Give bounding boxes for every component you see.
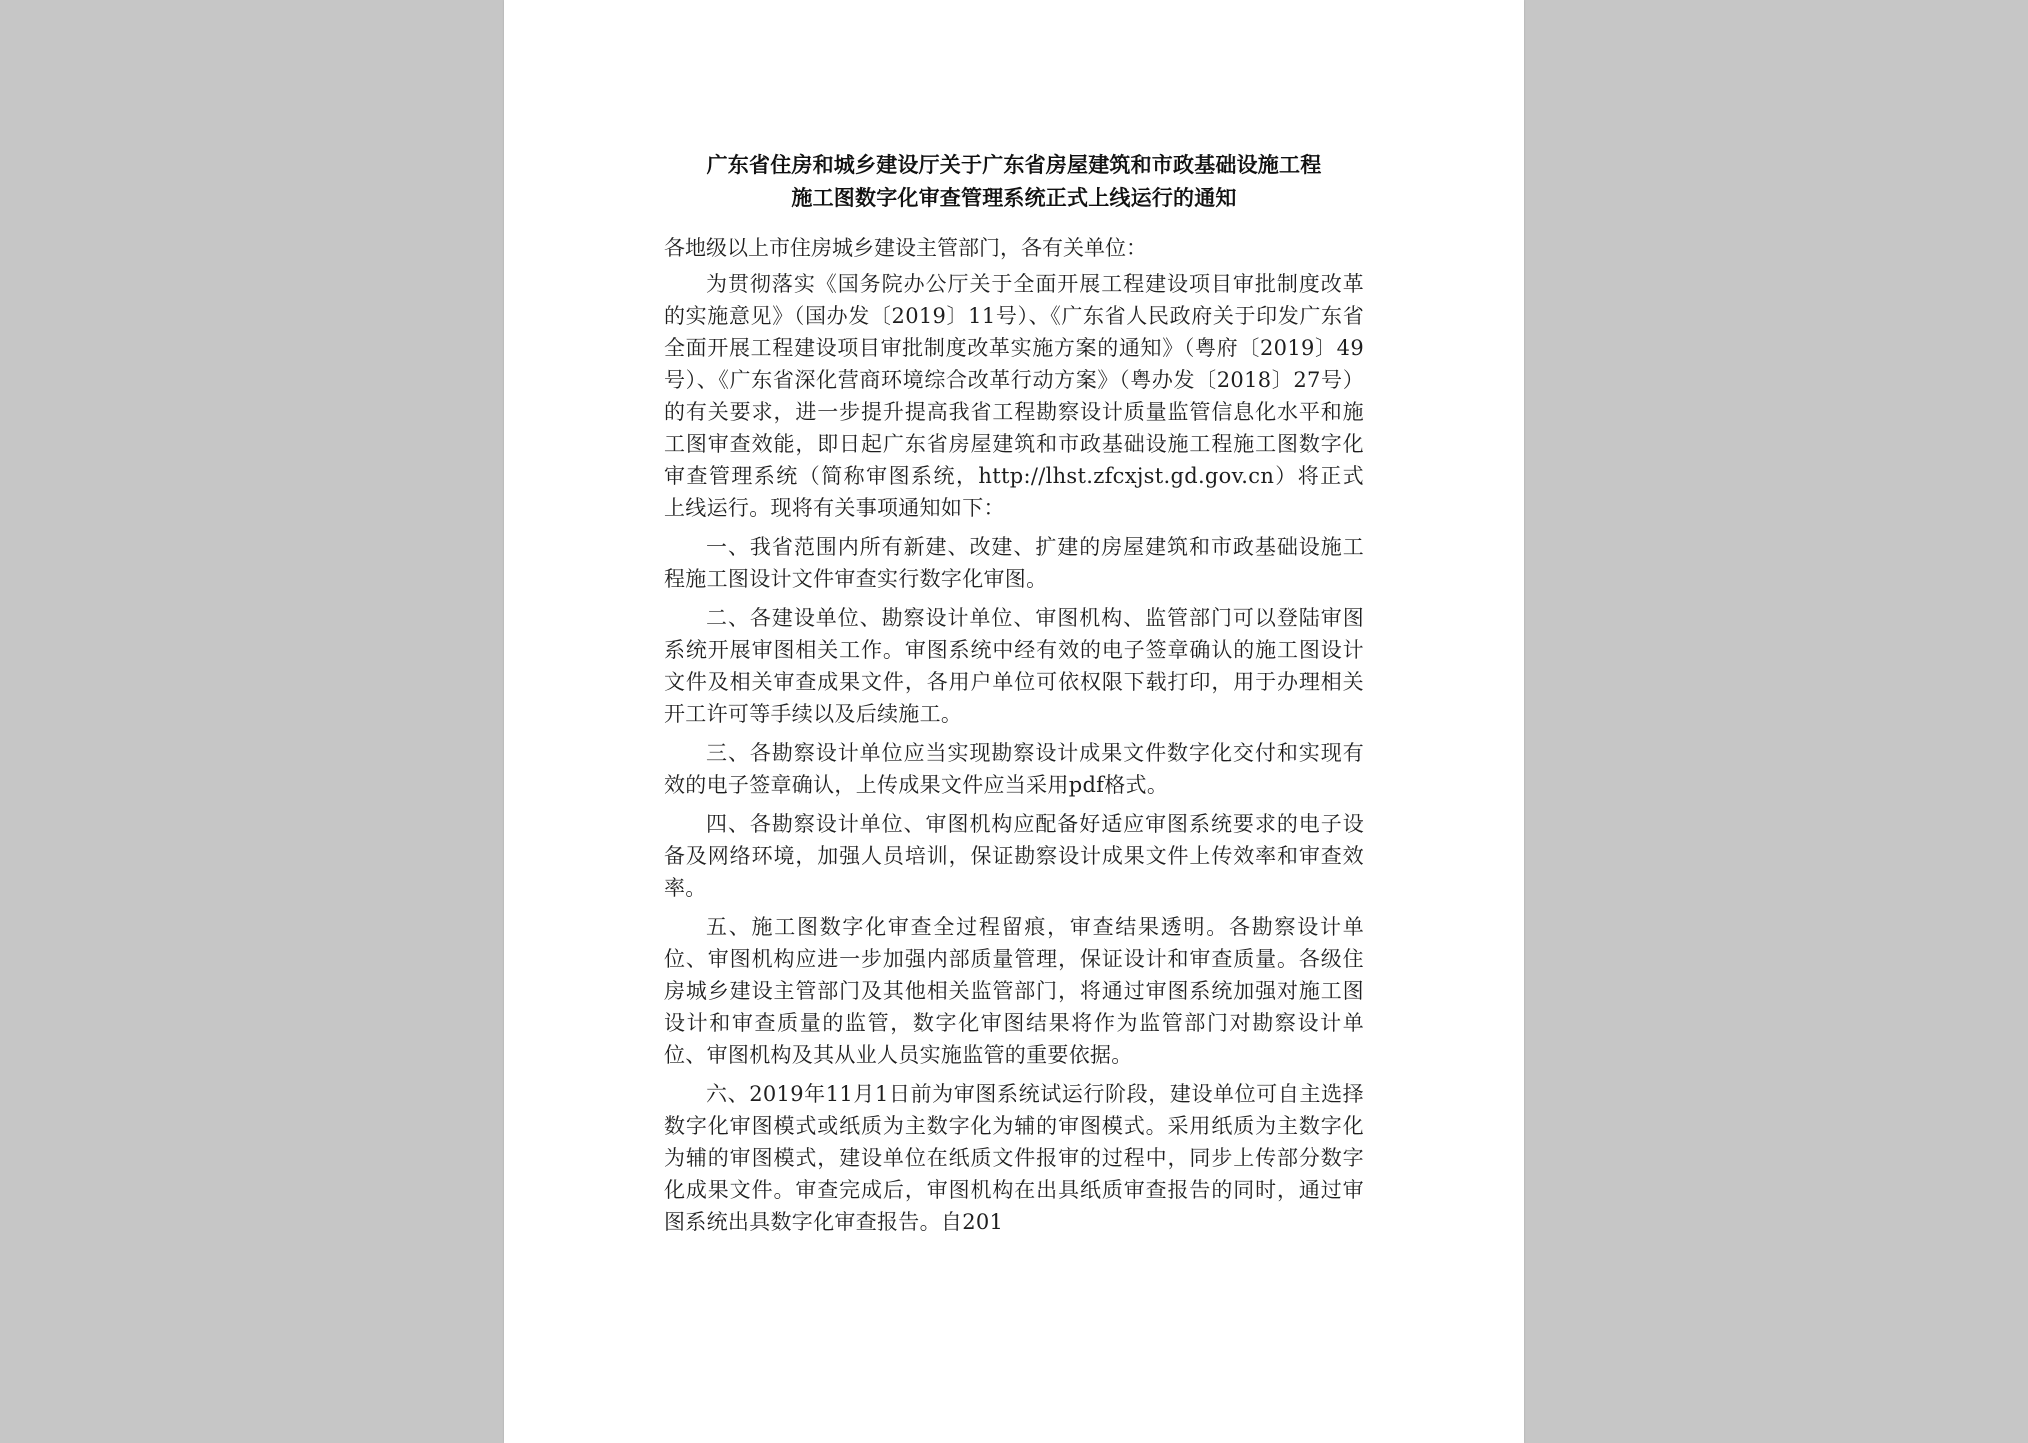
paragraph-intro: 为贯彻落实《国务院办公厅关于全面开展工程建设项目审批制度改革的实施意见》（国办发〔2019〕11号）、《广东省人民政府关于印发广东省全面开展工程建设项目审批制度改革实施方案的通知》（粤府〔2019〕49号）、《广东省深化营商环境综合改革行动方案》（粤办发〔2018〕27号）的有关要求，进一步提升提高我省工程勘察设计质量监管信息化水平和施工图审查效能，即日起广东省房屋建筑和市政基础设施工程施工图数字化审查管理系统（简称审图系统，http://lhst.zfcxjst.gd.gov.cn）将正式上线运行。现将有关事项通知如下：	[664, 272, 1364, 520]
paragraph-6: 六、2019年11月1日前为审图系统试运行阶段，建设单位可自主选择数字化审图模式或纸质为主数字化为辅的审图模式。采用纸质为主数字化为辅的审图模式，建设单位在纸质文件报审的过程中，同步上传部分数字化成果文件。审查完成后，审图机构在出具纸质审查报告的同时，通过审图系统出具数字化审查报告。自201	[664, 1082, 1364, 1234]
document-title-line-2: 施工图数字化审查管理系统正式上线运行的通知	[791, 185, 1237, 210]
document-content	[664, 148, 1364, 1238]
salutation: 各地级以上市住房城乡建设主管部门，各有关单位：	[664, 236, 1147, 260]
paragraph-3: 三、各勘察设计单位应当实现勘察设计成果文件数字化交付和实现有效的电子签章确认，上传成果文件应当采用pdf格式。	[664, 741, 1364, 797]
paragraph-2: 二、各建设单位、勘察设计单位、审图机构、监管部门可以登陆审图系统开展审图相关工作。审图系统中经有效的电子签章确认的施工图设计文件及相关审查成果文件，各用户单位可依权限下载打印，用于办理相关开工许可等手续以及后续施工。	[664, 606, 1364, 726]
document-title-line-1: 广东省住房和城乡建设厅关于广东省房屋建筑和市政基础设施工程	[706, 152, 1322, 177]
paragraph-5: 五、施工图数字化审查全过程留痕，审查结果透明。各勘察设计单位、审图机构应进一步加强内部质量管理，保证设计和审查质量。各级住房城乡建设主管部门及其他相关监管部门，将通过审图系统加强对施工图设计和审查质量的监管，数字化审图结果将作为监管部门对勘察设计单位、审图机构及其从业人员实施监管的重要依据。	[664, 915, 1364, 1067]
paragraph-1: 一、我省范围内所有新建、改建、扩建的房屋建筑和市政基础设施工程施工图设计文件审查实行数字化审图。	[664, 535, 1364, 591]
document-title	[664, 148, 1364, 214]
paragraph-4: 四、各勘察设计单位、审图机构应配备好适应审图系统要求的电子设备及网络环境，加强人员培训，保证勘察设计成果文件上传效率和审查效率。	[664, 812, 1364, 900]
document-page[interactable]	[504, 0, 1524, 1443]
